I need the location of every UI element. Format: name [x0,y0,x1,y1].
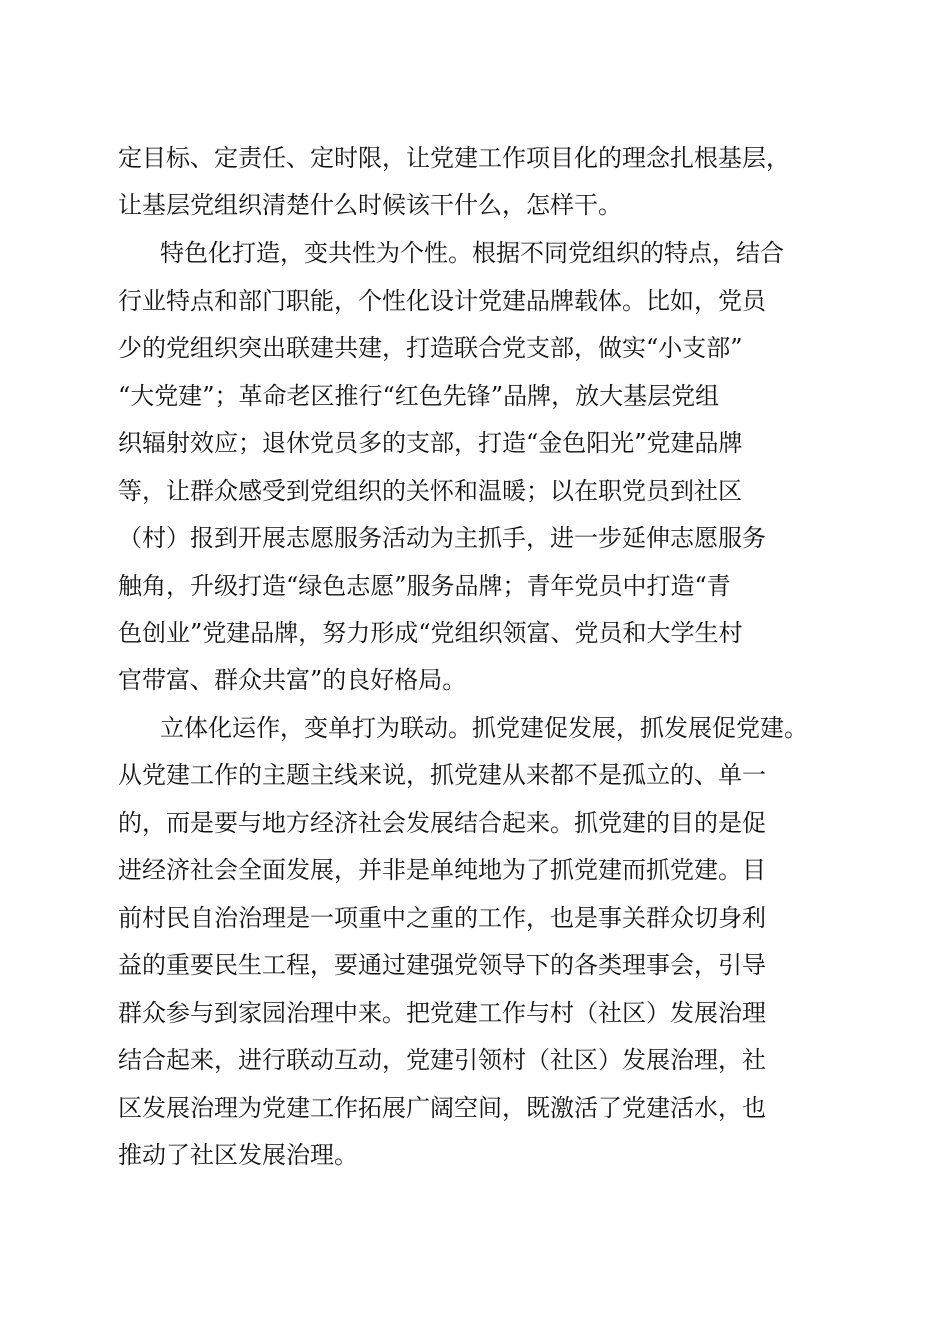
text-line: 的，而是要与地方经济社会发展结合起来。抓党建的目的是促 [118,809,766,837]
text-line: 从党建工作的主题主线来说，抓党建从来都不是孤立的、单一 [118,761,766,789]
text-line: 织辐射效应；退休党员多的支部，打造“金色阳光”党建品牌 [118,429,743,457]
text-line: 行业特点和部门职能，个性化设计党建品牌载体。比如，党员 [118,287,766,315]
text-line: 进经济社会全面发展，并非是单纯地为了抓党建而抓党建。目 [118,856,766,884]
text-line: 区发展治理为党建工作拓展广阔空间，既激活了党建活水，也 [118,1094,766,1122]
text-line: 特色化打造，变共性为个性。根据不同党组织的特点，结合 [160,239,784,267]
text-line: “大党建”；革命老区推行“红色先锋”品牌，放大基层党组 [118,382,720,410]
text-line: 触角，升级打造“绿色志愿”服务品牌；青年党员中打造“青 [118,572,731,600]
text-line: 立体化运作，变单打为联动。抓党建促发展，抓发展促党建。 [160,714,808,742]
text-line: 结合起来，进行联动互动，党建引领村（社区）发展治理，社 [118,1046,766,1074]
text-line: （村）报到开展志愿服务活动为主抓手，进一步延伸志愿服务 [118,524,766,552]
text-line: 让基层党组织清楚什么时候该干什么，怎样干。 [118,191,622,219]
text-line: 定目标、定责任、定时限，让党建工作项目化的理念扎根基层， [118,144,790,172]
text-line: 官带富、群众共富”的良好格局。 [118,666,467,694]
text-line: 少的党组织突出联建共建，打造联合党支部，做实“小支部” [118,334,743,362]
text-line: 益的重要民生工程，要通过建强党领导下的各类理事会，引导 [118,951,766,979]
text-line: 色创业”党建品牌，努力形成“党组织领富、党员和大学生村 [118,619,743,647]
text-line: 等，让群众感受到党组织的关怀和温暖；以在职党员到社区 [118,477,742,505]
text-line: 前村民自治治理是一项重中之重的工作，也是事关群众切身利 [118,904,766,932]
text-line: 推动了社区发展治理。 [118,1141,358,1169]
text-line: 群众参与到家园治理中来。把党建工作与村（社区）发展治理 [118,999,766,1027]
